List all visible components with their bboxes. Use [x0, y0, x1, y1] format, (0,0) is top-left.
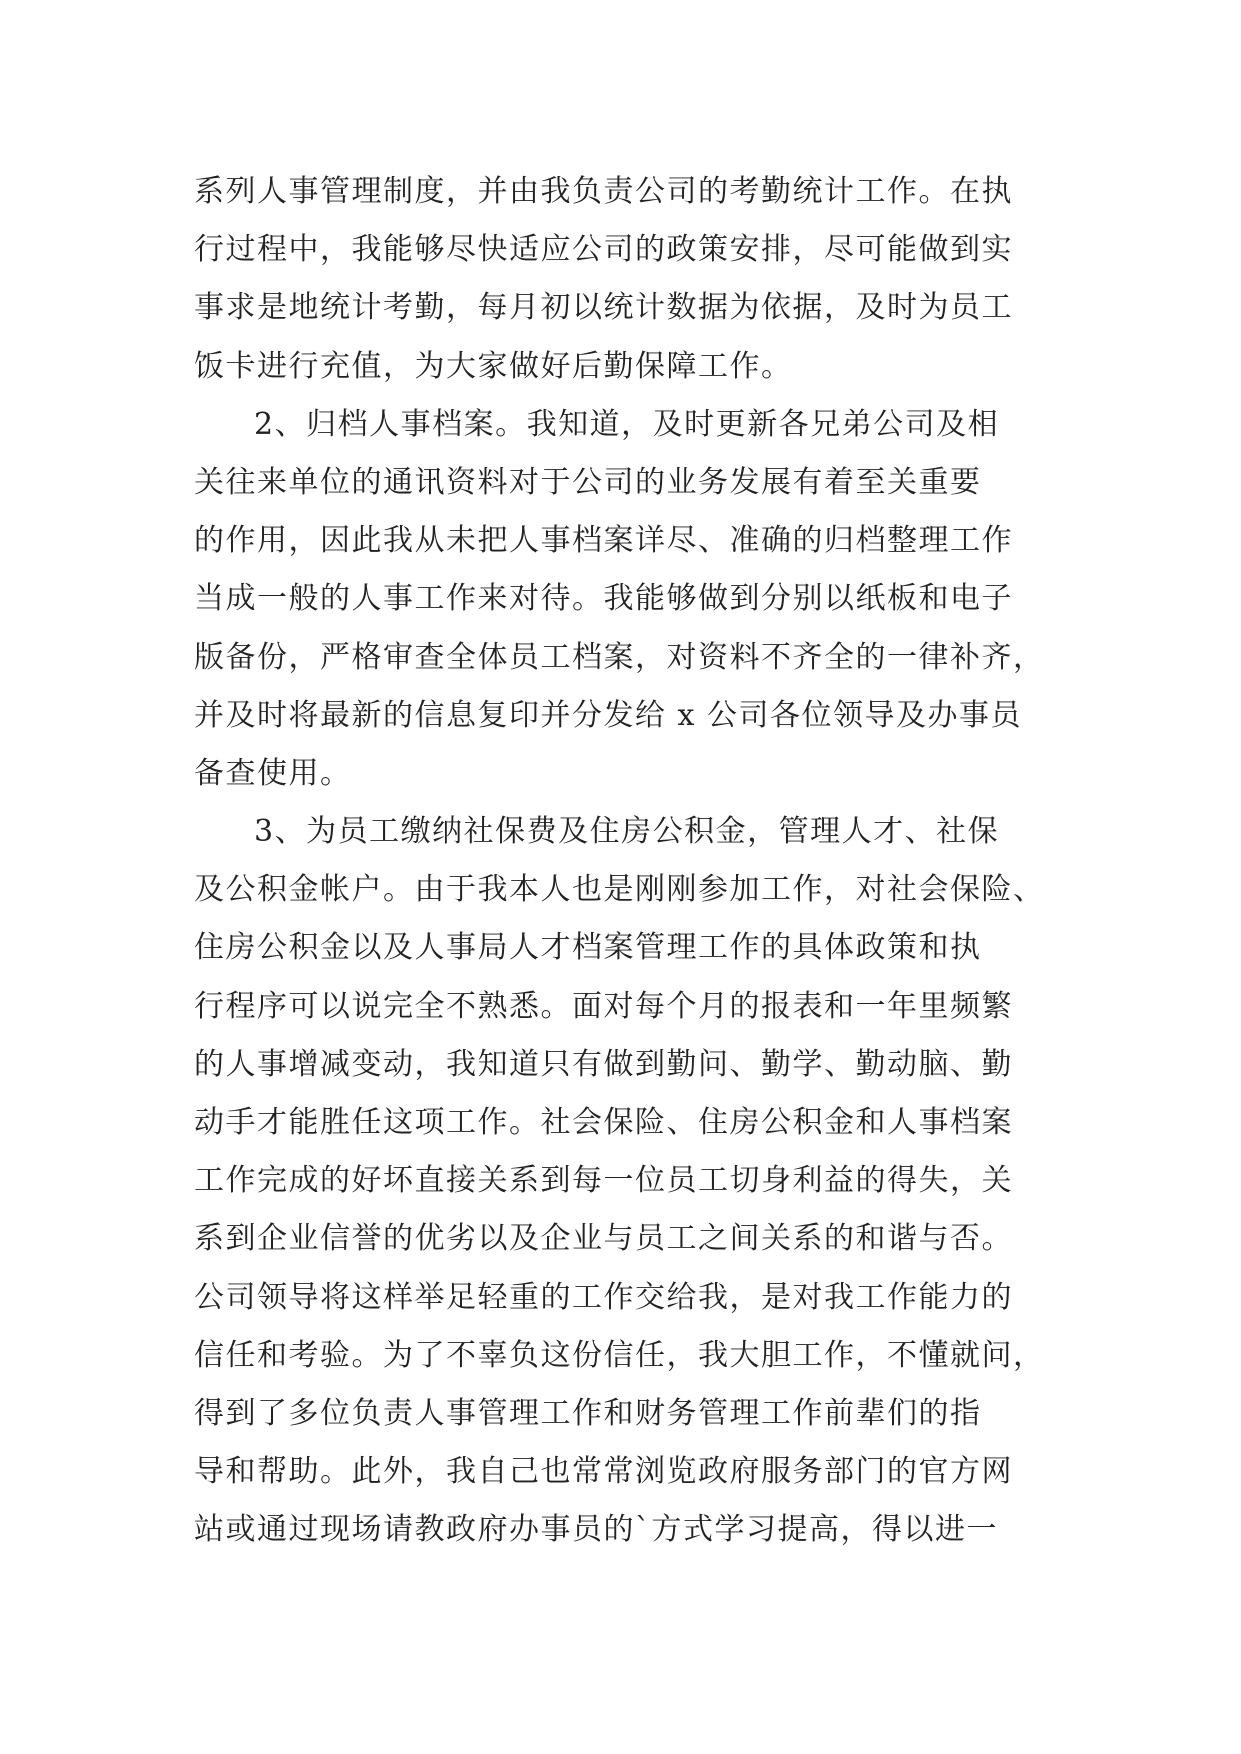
text-line: 事求是地统计考勤，每月初以统计数据为依据，及时为员工	[194, 290, 1013, 326]
text-line: 系到企业信誉的优劣以及企业与员工之间关系的和谐与否。	[194, 1221, 1013, 1257]
text-line: 导和帮助。此外，我自己也常常浏览政府服务部门的官方网	[194, 1454, 1013, 1490]
text-line: 及公积金帐户。由于我本人也是刚刚参加工作，对社会保险、	[194, 872, 1045, 908]
text-line: 版备份，严格审查全体员工档案，对资料不齐全的一律补齐，	[194, 639, 1045, 675]
text-line: 住房公积金以及人事局人才档案管理工作的具体政策和执	[194, 930, 982, 966]
text-line: 并及时将最新的信息复印并分发给 x 公司各位领导及办事员	[194, 697, 1022, 733]
text-line: 行程序可以说完全不熟悉。面对每个月的报表和一年里频繁	[194, 988, 1013, 1024]
text-line: 站或通过现场请教政府办事员的`方式学习提高，得以进一	[194, 1512, 998, 1548]
text-line: 公司领导将这样举足轻重的工作交给我，是对我工作能力的	[194, 1279, 1013, 1315]
text-line: 得到了多位负责人事管理工作和财务管理工作前辈们的指	[194, 1395, 982, 1431]
text-line: 备查使用。	[194, 755, 352, 791]
text-line: 动手才能胜任这项工作。社会保险、住房公积金和人事档案	[194, 1105, 1013, 1140]
text-line: 信任和考验。为了不辜负这份信任，我大胆工作，不懂就问，	[194, 1337, 1045, 1373]
text-line: 关往来单位的通讯资料对于公司的业务发展有着至关重要	[194, 464, 982, 500]
paragraph-3-start: 3、为员工缴纳社保费及住房公积金，管理人才、社保	[254, 814, 1000, 850]
paragraph-2-start: 2、归档人事档案。我知道，及时更新各兄弟公司及相	[254, 406, 1000, 442]
text-line: 饭卡进行充值，为大家做好后勤保障工作。	[194, 348, 793, 384]
text-line: 系列人事管理制度，并由我负责公司的考勤统计工作。在执	[194, 174, 1013, 209]
document-body	[194, 163, 1054, 1560]
text-line: 行过程中，我能够尽快适应公司的政策安排，尽可能做到实	[194, 232, 1013, 268]
text-line: 的人事增减变动，我知道只有做到勤问、勤学、勤动脑、勤	[194, 1046, 1013, 1082]
text-line: 的作用，因此我从未把人事档案详尽、准确的归档整理工作	[194, 523, 1013, 559]
text-line: 当成一般的人事工作来对待。我能够做到分别以纸板和电子	[194, 581, 1013, 617]
text-line: 工作完成的好坏直接关系到每一位员工切身利益的得失，关	[194, 1163, 1013, 1199]
